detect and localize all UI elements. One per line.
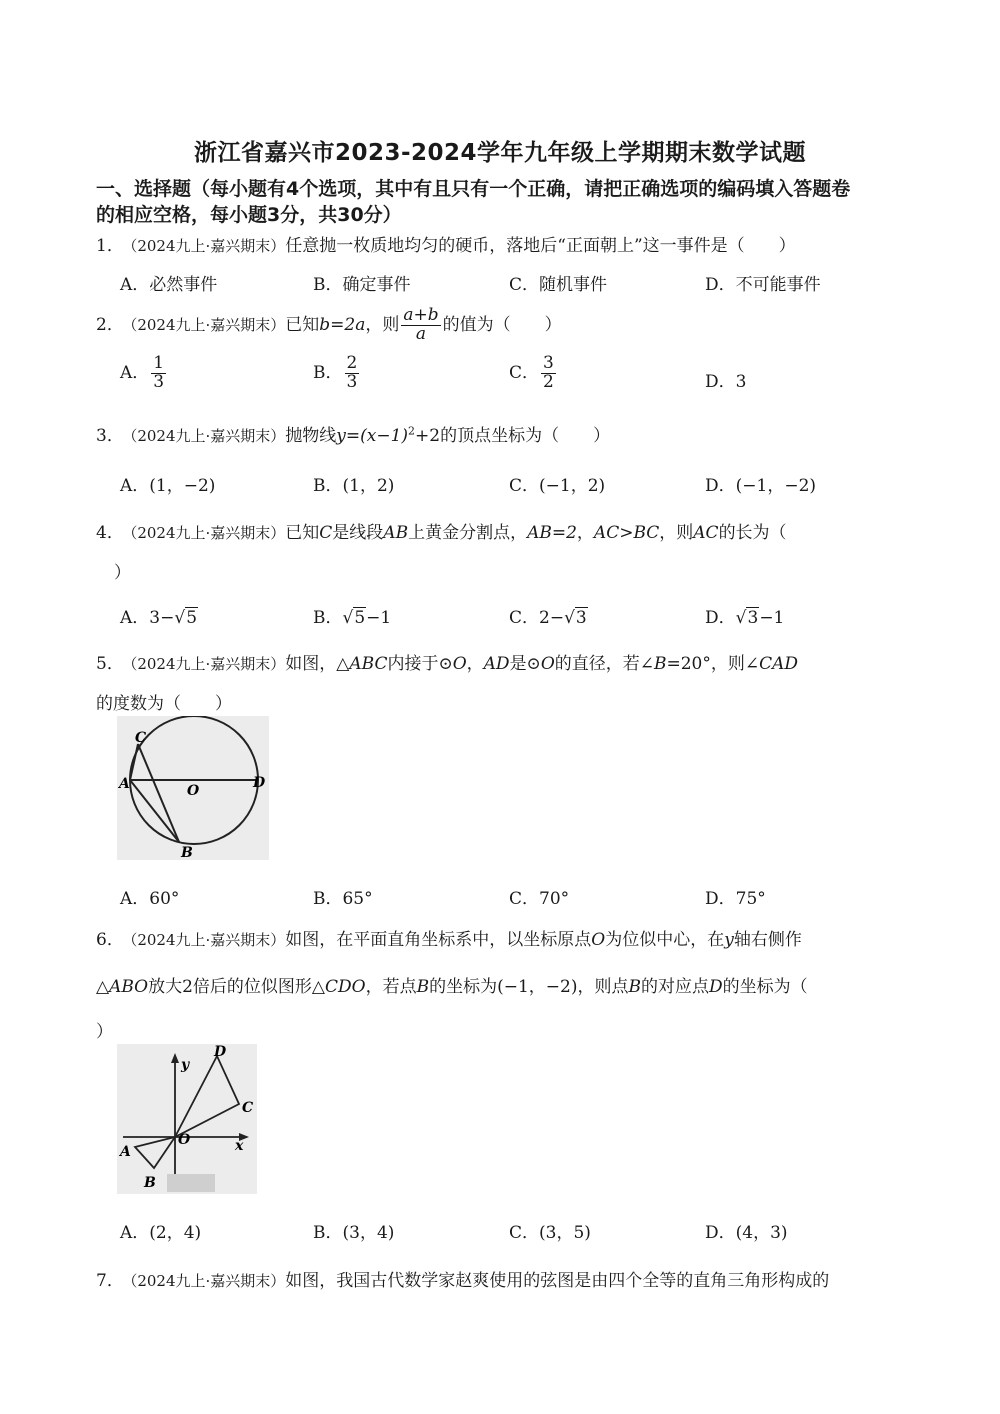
question-2 [96, 307, 562, 344]
option-label: A． [120, 362, 150, 383]
fraction-denominator: 3 [346, 371, 358, 392]
question-3 [96, 421, 610, 446]
question-text: 如图，在平面直角坐标系中，以坐标原点 [285, 930, 592, 950]
q5-figure-circle [117, 716, 269, 860]
math-expression: b=2a [319, 314, 366, 335]
math-expression: AC>BC [593, 523, 660, 543]
question-text: 的长为（ [718, 523, 787, 543]
fraction-denominator: 3 [153, 371, 165, 392]
segment-cb [138, 744, 179, 842]
fraction [151, 355, 166, 392]
math-symbol: D [708, 977, 723, 997]
q4-option-d[interactable]: D．√3−1 [705, 608, 785, 628]
q6-option-d[interactable]: D．(4，3) [705, 1223, 788, 1243]
q4-closing-paren: ） [114, 563, 131, 583]
question-source: （2024九上·嘉兴期末） [129, 655, 286, 673]
question-text: △ [96, 977, 110, 997]
label-c: C [135, 730, 147, 746]
math-symbol: CAD [759, 654, 799, 674]
label-y: y [181, 1057, 190, 1073]
q1-option-b[interactable]: B．确定事件 [313, 275, 411, 295]
option-label: C． [509, 362, 540, 383]
q1-option-a[interactable]: A．必然事件 [120, 275, 218, 295]
q6-closing-paren: ） [96, 1022, 113, 1042]
segment-ca [130, 744, 138, 780]
question-text: 轴右侧作 [733, 930, 802, 950]
radicand: 5 [186, 608, 198, 628]
q2-option-b[interactable] [313, 355, 361, 392]
fraction-numerator: a+b [403, 305, 439, 325]
section-header-line2: 的相应空格，每小题3分，共30分） [96, 204, 402, 226]
question-source: （2024九上·嘉兴期末） [129, 931, 286, 949]
question-source: （2024九上·嘉兴期末） [129, 427, 286, 445]
question-source: （2024九上·嘉兴期末） [129, 1272, 286, 1290]
math-symbol: B [416, 977, 430, 997]
question-number: 5． [96, 654, 124, 674]
question-text: 的直径，若∠ [554, 654, 654, 674]
label-a: A [119, 776, 130, 792]
question-text: 是线段 [332, 523, 384, 543]
option-label: B． [313, 362, 343, 383]
math-symbol: ABC [349, 654, 388, 674]
question-text: 上黄金分割点， [408, 523, 528, 543]
fraction [541, 355, 556, 392]
q3-option-a[interactable]: A．(1，−2) [120, 476, 216, 496]
question-number: 2． [96, 314, 124, 335]
label-o: O [187, 783, 200, 799]
question-text: ，则 [365, 314, 400, 335]
section-header-line1: 一、选择题（每小题有4个选项，其中有且只有一个正确，请把正确选项的编码填入答题卷 [96, 178, 851, 200]
radicand: 5 [354, 608, 366, 628]
math-expression: AB=2 [527, 523, 577, 543]
q2-option-c[interactable] [509, 355, 558, 392]
q6-figure-coordinate [117, 1044, 257, 1194]
question-number: 7． [96, 1271, 124, 1291]
question-source: （2024九上·嘉兴期末） [129, 315, 286, 334]
option-label: C．2− [509, 608, 565, 628]
question-5-line2: 的度数为（ ） [96, 694, 232, 714]
question-text: ，若点 [365, 977, 417, 997]
radicand: 3 [575, 608, 587, 628]
question-5 [96, 649, 798, 674]
question-text: ， [576, 523, 594, 543]
question-6-line2 [96, 972, 808, 997]
page-title: 浙江省嘉兴市2023-2024学年九年级上学期期末数学试题 [193, 140, 807, 166]
question-text: 已知 [285, 523, 320, 543]
math-expression: −1 [366, 608, 392, 628]
q4-option-b[interactable]: B．√5−1 [313, 608, 392, 628]
question-text: =20°，则∠ [666, 654, 760, 674]
q4-option-c[interactable]: C．2−√3 [509, 608, 587, 628]
math-symbol: C [319, 523, 333, 543]
question-text: 任意抛一枚质地均匀的硬币，落地后“正面朝上”这一事件是（ ） [285, 236, 796, 256]
math-symbol: AC [693, 523, 719, 543]
q5-option-c[interactable]: C．70° [509, 889, 570, 909]
question-text: 如图，△ [285, 654, 350, 674]
question-text: 抛物线 [285, 426, 337, 446]
math-symbol: AD [483, 654, 510, 674]
exponent: 2 [408, 424, 416, 438]
fraction-numerator: 1 [153, 353, 165, 373]
math-expression: −1 [759, 608, 785, 628]
radicand: 3 [747, 608, 759, 628]
fraction-numerator: 2 [346, 353, 358, 373]
fraction-numerator: 3 [543, 353, 554, 373]
label-o: O [178, 1132, 191, 1148]
math-symbol: AB [383, 523, 409, 543]
question-text: 的顶点坐标为（ ） [440, 426, 611, 446]
q1-option-d[interactable]: D．不可能事件 [705, 275, 821, 295]
question-source: （2024九上·嘉兴期末） [129, 524, 286, 542]
label-c: C [242, 1100, 254, 1116]
question-text: 的值为（ ） [442, 314, 562, 335]
question-text: ， [466, 654, 484, 674]
question-text: 为位似中心，在 [605, 930, 725, 950]
math-symbol: B [654, 654, 667, 674]
question-number: 6． [96, 930, 124, 950]
q6-option-a[interactable]: A．(2，4) [120, 1223, 202, 1243]
q6-option-b[interactable]: B．(3，4) [313, 1223, 395, 1243]
question-6 [96, 925, 802, 950]
math-expression: +2 [415, 426, 441, 446]
label-b: B [181, 845, 193, 860]
math-symbol: O [591, 930, 606, 950]
q5-option-a[interactable]: A．60° [120, 889, 180, 909]
y-axis-arrow [171, 1053, 179, 1063]
q5-option-d[interactable]: D．75° [705, 889, 766, 909]
question-text: 的对应点 [640, 977, 709, 997]
question-text: 如图，我国古代数学家赵爽使用的弦图是由四个全等的直角三角形构成的 [285, 1271, 830, 1291]
label-x: x [235, 1138, 244, 1154]
question-text: 已知 [285, 314, 320, 335]
question-text: ，则 [659, 523, 694, 543]
fraction-denominator: 2 [543, 371, 554, 392]
question-7 [96, 1266, 829, 1291]
fraction-denominator: a [415, 323, 427, 344]
q2-option-a[interactable] [120, 355, 168, 392]
q4-option-a[interactable]: A．3−√5 [120, 608, 198, 628]
option-label: A．3− [120, 608, 175, 628]
circle-diagram [117, 716, 269, 860]
question-4 [96, 518, 787, 543]
triangle-abo [135, 1137, 175, 1168]
question-1 [96, 231, 796, 256]
question-text: 放大2倍后的位似图形△ [148, 977, 325, 997]
math-symbol: O [452, 654, 467, 674]
label-d: D [253, 775, 266, 791]
question-source: （2024九上·嘉兴期末） [129, 237, 286, 255]
question-text: 的坐标为（ [722, 977, 808, 997]
question-number: 1． [96, 236, 124, 256]
math-symbol: ABO [109, 977, 149, 997]
label-b: B [144, 1175, 156, 1191]
q5-option-b[interactable]: B．65° [313, 889, 373, 909]
question-number: 3． [96, 426, 124, 446]
q3-option-c[interactable]: C．(−1，2) [509, 476, 606, 496]
label-d: D [214, 1044, 227, 1060]
question-text: 是⊙ [509, 654, 541, 674]
q1-option-c[interactable]: C．随机事件 [509, 275, 608, 295]
redacted-block [167, 1174, 215, 1192]
fraction [345, 355, 360, 392]
math-symbol: CDO [325, 977, 366, 997]
option-label: D． [705, 608, 736, 628]
coordinate-diagram [117, 1044, 257, 1194]
math-symbol: y [724, 930, 734, 950]
math-expression: y=(x−1) [336, 426, 409, 446]
option-label: B． [313, 608, 343, 628]
label-a: A [120, 1144, 131, 1160]
q6-option-c[interactable]: C．(3，5) [509, 1223, 591, 1243]
math-symbol: B [628, 977, 641, 997]
q2-option-d[interactable]: D．3 [705, 372, 747, 392]
fraction [401, 307, 440, 344]
question-text: 内接于⊙ [387, 654, 453, 674]
q3-option-d[interactable]: D．(−1，−2) [705, 476, 817, 496]
q3-option-b[interactable]: B．(1，2) [313, 476, 395, 496]
math-symbol: O [540, 654, 555, 674]
question-text: 的坐标为(−1，−2)，则点 [429, 977, 629, 997]
question-number: 4． [96, 523, 124, 543]
